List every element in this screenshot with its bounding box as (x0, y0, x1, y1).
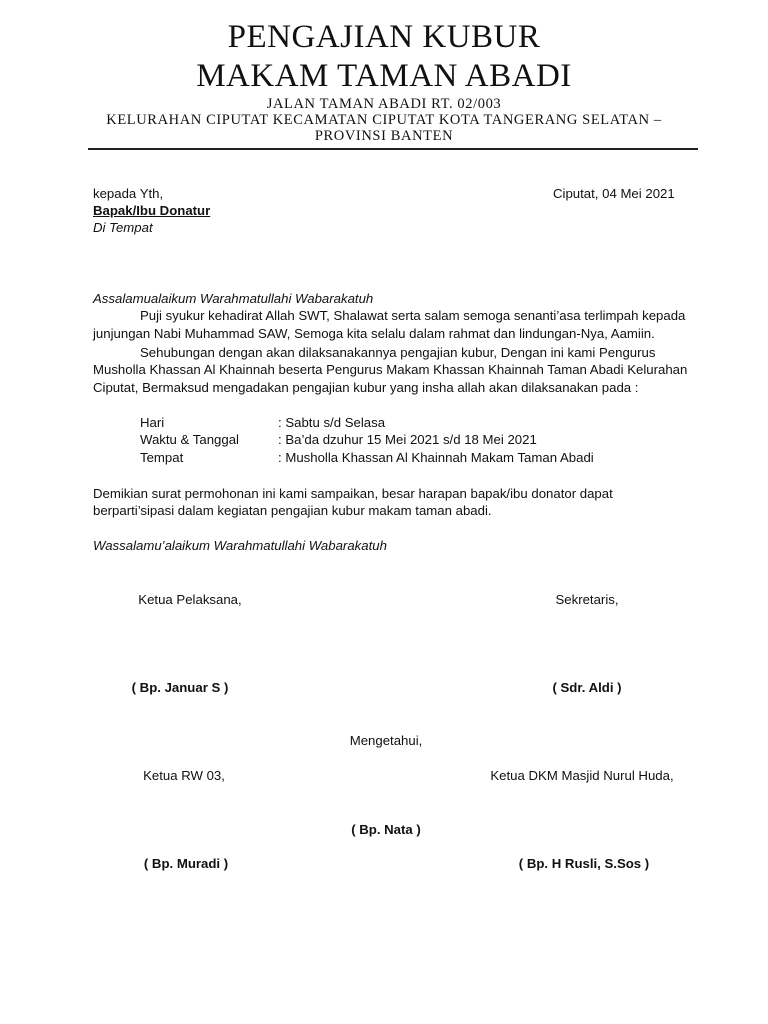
address-line1: JALAN TAMAN ABADI RT. 02/003 (266, 96, 502, 112)
detail-label-hari: Hari (140, 415, 165, 430)
paragraph1-line2: junjungan Nabi Muhammad SAW, Semoga kita selalu dalam rahmat dan lindungan-Nya, Aamiin. (93, 326, 655, 341)
ketua-rw-title: Ketua RW 03, (143, 768, 225, 783)
letter-date: Ciputat, 04 Mei 2021 (553, 186, 675, 201)
paragraph1-line1: Puji syukur kehadirat Allah SWT, Shalawat serta salam semoga senanti’asa terlimpah kepada (140, 308, 686, 323)
salutation: kepada Yth, (93, 186, 164, 201)
detail-label-tempat: Tempat (140, 450, 184, 465)
ketua-dkm-name: ( Bp. H Rusli, S.Sos ) (518, 856, 650, 871)
paragraph3-line2: berparti’sipasi dalam kegiatan pengajian kubur makam taman abadi. (93, 503, 492, 518)
letterhead-divider (88, 148, 698, 150)
ketua-dkm-title: Ketua DKM Masjid Nurul Huda, (490, 768, 674, 783)
letterhead-title-line1: PENGAJIAN KUBUR (227, 19, 541, 55)
greeting: Assalamualaikum Warahmatullahi Wabarakatuh (93, 291, 374, 306)
letterhead-title-line2: MAKAM TAMAN ABADI (196, 58, 572, 94)
detail-value-tempat: : Musholla Khassan Al Khainnah Makam Taman Abadi (278, 450, 594, 465)
mengetahui-label: Mengetahui, (349, 733, 423, 748)
detail-value-hari: : Sabtu s/d Selasa (278, 415, 386, 430)
closing: Wassalamu’alaikum Warahmatullahi Wabarakatuh (93, 538, 387, 553)
ketua-pelaksana-name: ( Bp. Januar S ) (131, 680, 229, 695)
paragraph2-line2: Musholla Khassan Al Khainnah beserta Pengurus Makam Khassan Khainnah Taman Abadi Kelurahan (93, 362, 688, 377)
detail-label-waktu: Waktu & Tanggal (140, 432, 239, 447)
address-line2: KELURAHAN CIPUTAT KECAMATAN CIPUTAT KOTA TANGERANG SELATAN – (106, 112, 662, 128)
paragraph2-line3: Ciputat, Bermaksud mengadakan pengajian kubur yang insha allah akan dilaksanakan pada : (93, 380, 639, 395)
sekretaris-title: Sekretaris, (555, 592, 619, 607)
ketua-pelaksana-title: Ketua Pelaksana, (138, 592, 242, 607)
middle-signatory-name: ( Bp. Nata ) (351, 822, 421, 837)
address-line3: PROVINSI BANTEN (314, 128, 454, 144)
detail-value-waktu: : Ba’da dzuhur 15 Mei 2021 s/d 18 Mei 2021 (278, 432, 537, 447)
sekretaris-name: ( Sdr. Aldi ) (552, 680, 622, 695)
paragraph2-line1: Sehubungan dengan akan dilaksanakannya pengajian kubur, Dengan ini kami Pengurus (140, 345, 656, 360)
paragraph3-line1: Demikian surat permohonan ini kami sampaikan, besar harapan bapak/ibu donator dapat (93, 486, 613, 501)
recipient-name: Bapak/Ibu Donatur (93, 203, 211, 218)
recipient-place: Di Tempat (93, 220, 153, 235)
ketua-rw-name: ( Bp. Muradi ) (143, 856, 229, 871)
